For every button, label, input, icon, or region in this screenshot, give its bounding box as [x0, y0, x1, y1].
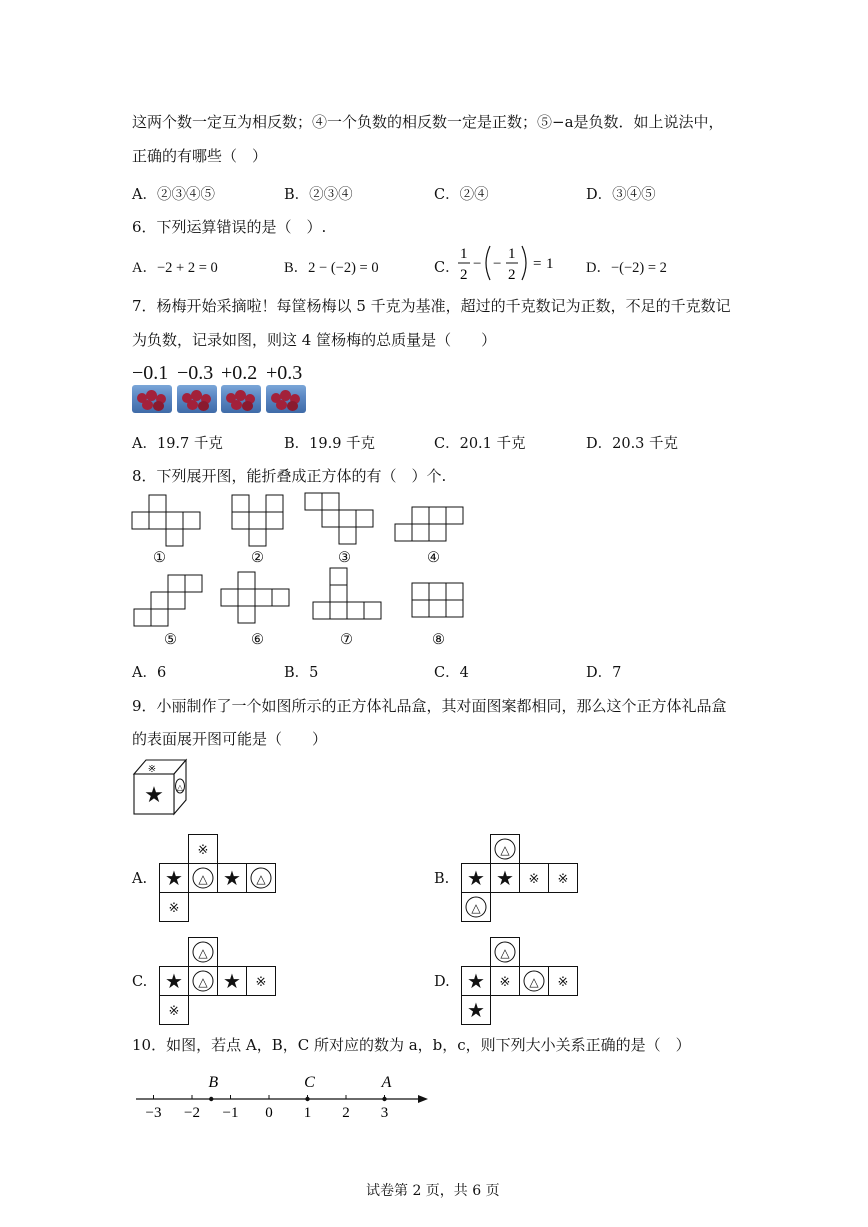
- q5-line2: 正确的有哪些（ ）: [132, 147, 268, 165]
- q5-option-d: D．③④⑤: [586, 187, 656, 203]
- q6-option-b: B．2 − (−2) = 0: [284, 260, 379, 276]
- q9-line2: 的表面展开图可能是（ ）: [132, 730, 328, 748]
- q7-value-3: +0.2: [221, 362, 258, 384]
- basket-image: [266, 385, 306, 413]
- svg-text:△: △: [176, 783, 184, 792]
- number-line-tick-label: 2: [342, 1105, 350, 1121]
- svg-text:※: ※: [168, 900, 180, 915]
- q7-option-c: C．20.1 千克: [434, 436, 526, 452]
- q7-option-d: D．20.3 千克: [586, 436, 679, 452]
- number-line-point-label: B: [208, 1074, 219, 1091]
- svg-text:※: ※: [197, 842, 209, 857]
- q7-option-a: A．19.7 千克: [132, 436, 223, 452]
- svg-text:1: 1: [508, 246, 516, 262]
- number-line-tick-label: −3: [145, 1105, 162, 1121]
- number-line: [128, 1068, 438, 1126]
- q7-option-b: B．19.9 千克: [284, 436, 376, 452]
- svg-text:★: ★: [467, 971, 485, 993]
- q9-option-b-label: B.: [434, 871, 450, 887]
- number-line-point: [382, 1097, 386, 1101]
- q7-line2: 为负数，记录如图，则这 4 筐杨梅的总质量是（ ）: [132, 331, 497, 349]
- q9-option-c-label: C.: [132, 974, 148, 990]
- svg-text:※: ※: [499, 974, 511, 989]
- q6-option-d: D．−(−2) = 2: [586, 260, 667, 276]
- number-line-tick-label: 3: [380, 1105, 389, 1121]
- net-label-6: ⑥: [251, 632, 264, 648]
- q9-option-d-net: [460, 935, 582, 1027]
- svg-text:★: ★: [165, 971, 183, 993]
- net-label-2: ②: [251, 550, 264, 566]
- svg-text:※: ※: [255, 974, 267, 989]
- svg-text:2: 2: [460, 267, 468, 283]
- number-line-point-label: C: [304, 1074, 315, 1091]
- svg-text:△: △: [198, 872, 208, 886]
- q5-option-b: B．②③④: [284, 187, 353, 203]
- number-line-tick-label: 1: [303, 1105, 312, 1121]
- q9-option-d-label: D.: [434, 974, 450, 990]
- q6-option-c-label: C．: [434, 260, 460, 276]
- svg-text:★: ★: [467, 1000, 485, 1022]
- q8-option-a: A．6: [132, 665, 167, 681]
- svg-text:△: △: [198, 975, 208, 989]
- net-label-8: ⑧: [432, 632, 445, 648]
- svg-text:1: 1: [460, 246, 468, 262]
- q5-line1: 这两个数一定互为相反数；④一个负数的相反数一定是正数；⑤−a是负数．如上说法中，: [132, 113, 724, 131]
- basket-image: [221, 385, 261, 413]
- number-line-point: [305, 1097, 309, 1101]
- svg-text:−: −: [473, 256, 482, 272]
- q6-option-c-formula: [456, 240, 556, 286]
- q7-value-1: −0.1: [132, 362, 169, 384]
- number-line-tick-label: −2: [184, 1105, 200, 1121]
- svg-text:★: ★: [223, 868, 241, 890]
- svg-text:※: ※: [528, 871, 540, 886]
- q7-value-2: −0.3: [177, 362, 214, 384]
- basket-image: [177, 385, 217, 413]
- q9-option-a-label: A.: [132, 871, 148, 887]
- svg-text:※: ※: [557, 974, 569, 989]
- number-line-tick-label: 0: [265, 1105, 273, 1121]
- gift-box-cube: [128, 756, 192, 816]
- svg-text:★: ★: [144, 782, 164, 807]
- q5-option-c: C．②④: [434, 187, 489, 203]
- number-line-tick-label: −1: [222, 1105, 239, 1121]
- q8-option-d: D．7: [586, 665, 622, 681]
- page-footer: 试卷第 2 页，共 6 页: [366, 1183, 500, 1199]
- net-label-3: ③: [338, 550, 351, 566]
- svg-text:△: △: [529, 975, 539, 989]
- net-label-7: ⑦: [340, 632, 353, 648]
- svg-text:△: △: [256, 872, 266, 886]
- svg-text:1: 1: [546, 256, 554, 272]
- q5-option-a: A．②③④⑤: [132, 187, 215, 203]
- q10-stem: 10．如图，若点 A，B，C 所对应的数为 a，b，c，则下列大小关系正确的是（ ）: [132, 1036, 691, 1054]
- svg-text:★: ★: [467, 868, 485, 890]
- net-label-4: ④: [427, 550, 440, 566]
- number-line-point-label: A: [381, 1074, 392, 1091]
- q9-option-b-net: [460, 832, 582, 924]
- svg-text:2: 2: [508, 267, 516, 283]
- q9-line1: 9．小丽制作了一个如图所示的正方体礼品盒，其对面图案都相同，那么这个正方体礼品盒: [132, 697, 727, 715]
- q7-line1: 7．杨梅开始采摘啦！每筐杨梅以 5 千克为基准，超过的千克数记为正数，不足的千克数记: [132, 297, 731, 315]
- svg-text:△: △: [471, 901, 481, 915]
- net-label-1: ①: [153, 550, 166, 566]
- svg-text:△: △: [500, 946, 510, 960]
- q8-option-b: B．5: [284, 665, 319, 681]
- q9-option-a-net: [158, 832, 278, 924]
- number-line-point: [209, 1097, 213, 1101]
- q7-value-4: +0.3: [266, 362, 303, 384]
- q6-stem: 6．下列运算错误的是（ ）.: [132, 218, 327, 236]
- svg-text:※: ※: [147, 764, 157, 775]
- svg-text:△: △: [500, 843, 510, 857]
- svg-text:=: =: [533, 256, 542, 272]
- svg-text:※: ※: [557, 871, 569, 886]
- svg-text:※: ※: [168, 1003, 180, 1018]
- svg-text:△: △: [198, 946, 208, 960]
- basket-image: [132, 385, 172, 413]
- svg-text:★: ★: [223, 971, 241, 993]
- q8-option-c: C．4: [434, 665, 469, 681]
- svg-text:−: −: [493, 256, 502, 272]
- q9-option-c-net: [158, 935, 278, 1027]
- net-label-5: ⑤: [164, 632, 177, 648]
- q8-stem: 8．下列展开图，能折叠成正方体的有（ ）个.: [132, 467, 447, 485]
- svg-text:★: ★: [496, 868, 514, 890]
- svg-text:★: ★: [165, 868, 183, 890]
- q6-option-a: A．−2 + 2 = 0: [132, 260, 218, 276]
